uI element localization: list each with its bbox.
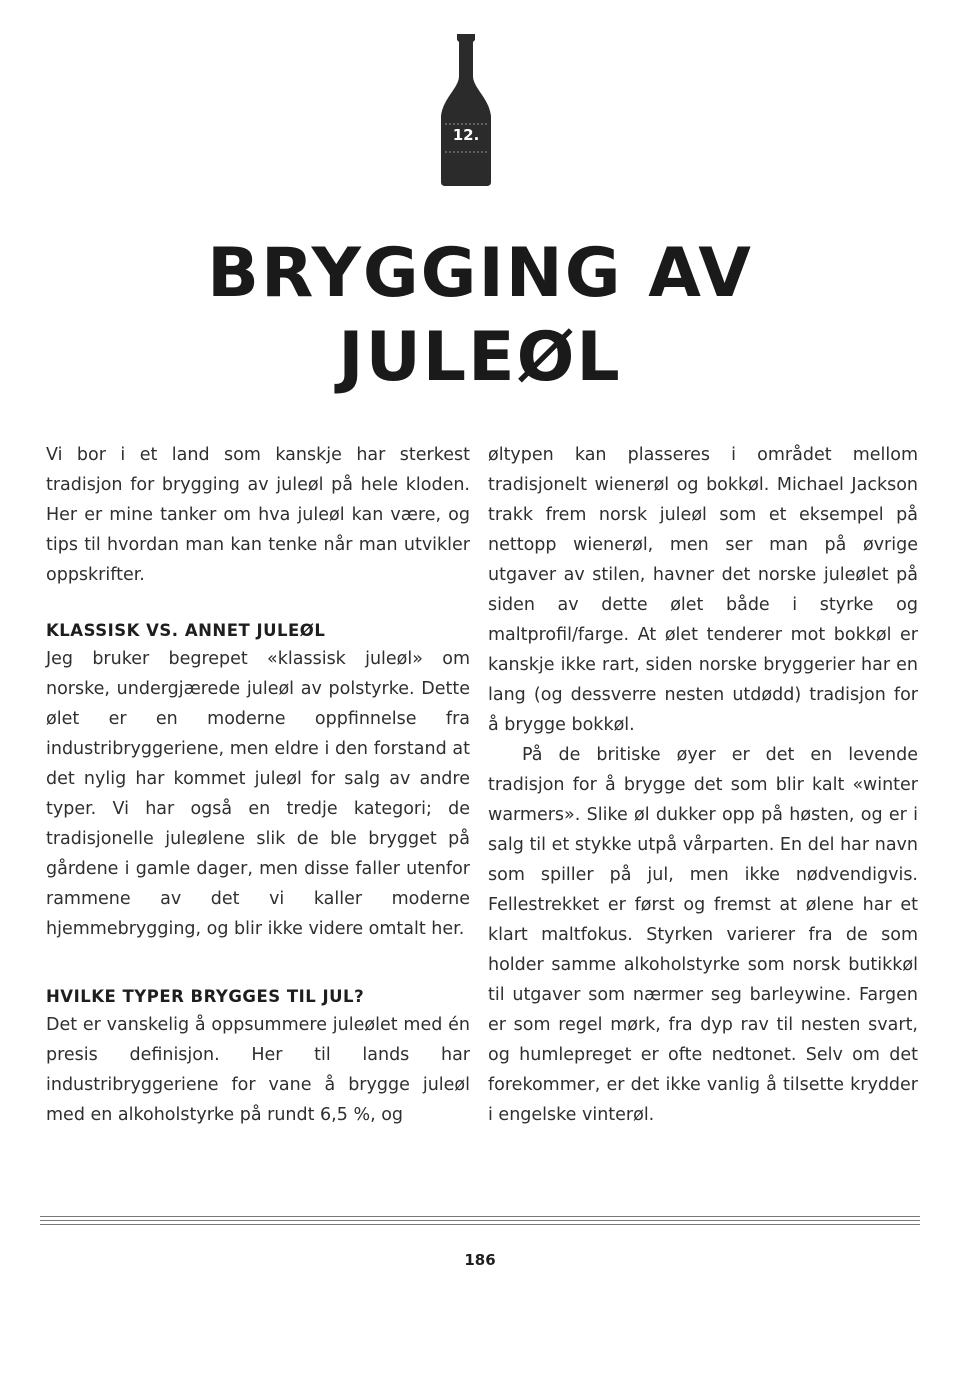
chapter-title-line1: BRYGGING AV <box>207 234 753 313</box>
section-text-types: Det er vanskelig å oppsummere juleølet med én presis definisjon. Her til lands har industribryggeriene for vane å brygge juleøl med en alkoholstyrke på rundt 6,5 %, og <box>46 1015 470 1125</box>
left-column <box>46 440 470 1130</box>
right-paragraph-1: øltypen kan plasseres i området mellom tradisjonelt wienerøl og bokkøl. Michael Jackson trakk frem norsk juleøl som et eksempel på nettopp wienerøl, men ser man på øvrige utgaver av stilen, havner det norske juleølet på siden av dette ølet både i styrke og maltprofil/farge. At ølet tenderer mot bokkøl er kanskje ikke rart, siden norske bryggerier har en lang (og dessverre nesten utdødd) tradisjon for å brygge bokkøl. <box>488 445 918 735</box>
bottle-silhouette <box>437 32 495 188</box>
chapter-number: 12. <box>452 126 480 144</box>
right-column <box>488 440 918 1130</box>
beer-bottle-icon <box>437 32 495 188</box>
chapter-title-line2: JULEØL <box>338 318 622 397</box>
footer-rule-top <box>40 1216 920 1217</box>
section-heading-types: HVILKE TYPER BRYGGES TIL JUL? <box>46 987 365 1006</box>
page-number: 186 <box>464 1251 496 1269</box>
footer-rule-bottom <box>40 1224 920 1225</box>
chapter-title <box>0 232 960 400</box>
right-paragraph-2: På de britiske øyer er det en levende tradisjon for å brygge det som blir kalt «winter warmers». Slike øl dukker opp på høsten, og er i salg til et stykke utpå vårparten. En del har navn som spiller på jul, men ikke nødvendigvis. Fellestrekket er først og fremst at ølene har et klart maltfokus. Styrken varierer fra de som holder samme alkoholstyrke som norsk butikkøl til utgaver som nærmer seg barleywine. Fargen er som regel mørk, fra dyp rav til nesten svart, og humlepreget er ofte nedtonet. Selv om det forekommer, er det ikke vanlig å tilsette krydder i engelske vinterøl. <box>488 745 918 1125</box>
intro-paragraph: Vi bor i et land som kanskje har sterkest tradisjon for brygging av juleøl på hele kloden. Her er mine tanker om hva juleøl kan være, og tips til hvordan man kan tenke når man utvikler oppskrifter. <box>46 445 470 585</box>
section-heading-classic: KLASSISK VS. ANNET JULEØL <box>46 621 326 640</box>
section-text-classic: Jeg bruker begrepet «klassisk juleøl» om norske, undergjærede juleøl av polstyrke. Dette ølet er en moderne oppfinnelse fra industribryggeriene, men eldre i den forstand at det nylig har kommet juleøl for salg av andre typer. Vi har også en tredje kategori; de tradisjonelle juleølene slik de ble brygget på gårdene i gamle dager, men disse faller utenfor rammene av det vi kaller moderne hjemmebrygging, og blir ikke videre omtalt her. <box>46 649 470 939</box>
footer-rule-middle <box>40 1220 920 1221</box>
